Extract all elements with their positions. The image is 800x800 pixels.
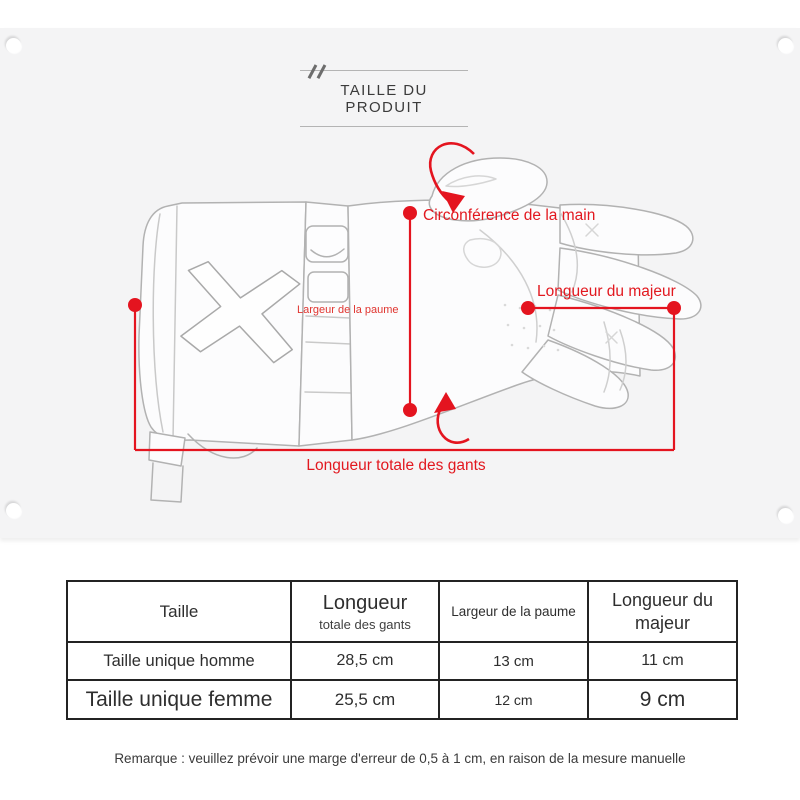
header-size: Taille <box>67 581 291 642</box>
size-table <box>66 580 738 720</box>
row-label-women: Taille unique femme <box>67 680 291 719</box>
men-palm-width: 13 cm <box>439 642 588 680</box>
men-total-length: 28,5 cm <box>291 642 439 680</box>
label-middle-finger-length: Longueur du majeur <box>537 283 676 300</box>
label-total-glove-length: Longueur totale des gants <box>306 457 486 474</box>
women-middle-finger: 9 cm <box>588 680 737 719</box>
women-palm-width: 12 cm <box>439 680 588 719</box>
circumference-bottom-dot <box>403 403 417 417</box>
finger-left-dot <box>521 301 535 315</box>
table-row-women <box>67 680 737 719</box>
page-title: TAILLE DU PRODUIT <box>340 82 428 116</box>
circumference-top-dot <box>403 206 417 220</box>
header-middle-finger: Longueur du majeur <box>588 581 737 642</box>
women-total-length: 25,5 cm <box>291 680 439 719</box>
section-title-block <box>300 70 468 127</box>
total-length-left-dot <box>128 298 142 312</box>
table-row-men <box>67 642 737 680</box>
measurement-disclaimer: Remarque : veuillez prévoir une marge d'erreur de 0,5 à 1 cm, en raison de la mesure manuelle <box>114 751 686 766</box>
label-hand-circumference: Circonférence de la main <box>423 207 596 224</box>
title-divider-top <box>300 70 468 71</box>
label-palm-width: Largeur de la paume <box>297 304 399 316</box>
size-table-header-row <box>67 581 737 642</box>
header-palm-width: Largeur de la paume <box>439 581 588 642</box>
men-middle-finger: 11 cm <box>588 642 737 680</box>
title-divider-bottom <box>300 126 468 127</box>
header-total-length: Longueur totale des gants <box>291 581 439 642</box>
row-label-men: Taille unique homme <box>67 642 291 680</box>
